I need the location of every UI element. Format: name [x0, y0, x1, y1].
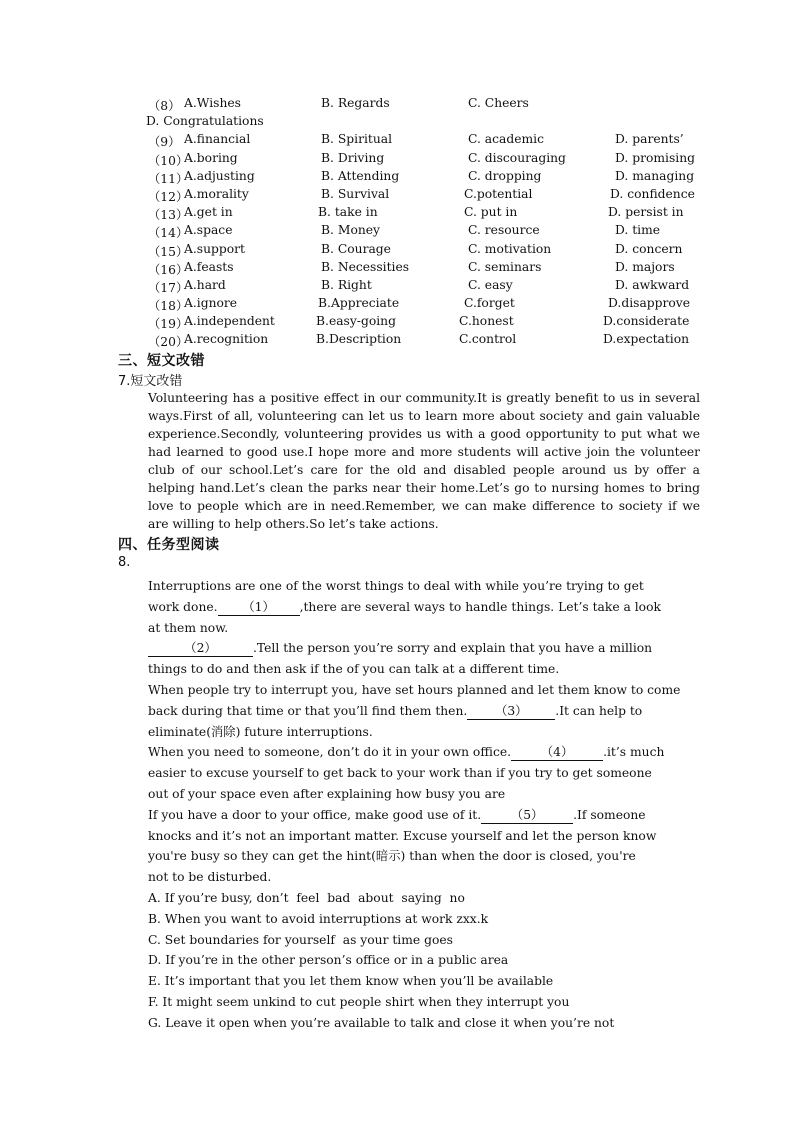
option-row-19 [148, 314, 708, 332]
option-row-12 [148, 187, 708, 205]
option-c: C. Cheers [468, 96, 529, 110]
option-b: B. take in [318, 205, 378, 220]
choice-c: C. Set boundaries for yourself as your time goes [148, 932, 453, 947]
option-b: B. Survival [321, 186, 390, 201]
option-a: A.boring [184, 150, 238, 165]
option-a: A.support [184, 241, 245, 256]
question-number: （17） [148, 280, 189, 295]
choice-d: D. If you’re in the other person’s office or in a public area [148, 953, 509, 968]
question-number: （12） [148, 189, 189, 204]
option-row-17 [148, 278, 708, 296]
option-b: B. Necessities [321, 259, 410, 274]
option-d: D.disapprove [608, 296, 691, 311]
error-correction-passage: Volunteering has a positive effect in our community.It is greatly benefit to us in several ways.First of all, volunteering can let us to learn more about society and gain valuable experience.Secondly, volunteering provides us with a good opportunity to put what we had learned to good use.I hope more and more students will active join the volunteer club of our school.Let’s care for the old and disabled people around us by offer a helping hand.Let’s clean the parks near their home.Let’s go to nursing homes to bring love to people which are in need.Remember, we can make difference to society if we are willing to help others.So let’s take actions. [148, 391, 700, 531]
passage-line: at them now. [148, 620, 229, 635]
option-c: C.potential [464, 186, 533, 201]
option-b: B. Money [321, 223, 380, 238]
option-a: A.feasts [184, 259, 234, 274]
option-b: B.easy-going [316, 314, 396, 329]
option-a: A.recognition [184, 332, 269, 347]
option-c: C. resource [468, 223, 540, 238]
passage-line [148, 805, 700, 826]
choice-f: F. It might seem unkind to cut people shirt when they interrupt you [148, 994, 570, 1009]
task-reading-passage [148, 576, 700, 1034]
option-a: A.get in [184, 205, 233, 220]
option-row-11 [148, 169, 708, 187]
choice-g: G. Leave it open when you’re available to talk and close it when you’re not [148, 1015, 615, 1030]
option-b: B. Courage [321, 241, 391, 256]
choice-e: E. It’s important that you let them know when you’ll be available [148, 974, 554, 989]
question-number: （20） [148, 335, 189, 350]
option-b: B.Description [316, 332, 402, 347]
passage-text: .Tell the person you’re sorry and explain that you have a million [253, 641, 653, 656]
answer-blank-2[interactable]: （2） [148, 640, 253, 657]
passage-text: If you have a door to your office, make good use of it. [148, 807, 482, 822]
option-d: D. time [615, 223, 661, 238]
choice-b: B. When you want to avoid interruptions at work zxx.k [148, 911, 489, 926]
passage-line [148, 742, 700, 763]
option-a: A.ignore [184, 296, 238, 311]
option-c: C. seminars [468, 259, 542, 274]
passage-text: .it’s much [603, 745, 665, 760]
option-c: C. discouraging [468, 150, 566, 165]
option-row-18 [148, 296, 708, 314]
option-b: B. Spiritual [321, 132, 393, 147]
option-c: C.control [459, 332, 517, 347]
passage-line: out of your space even after explaining how busy you are [148, 786, 506, 801]
option-d: D. awkward [615, 277, 690, 292]
option-row-15 [148, 242, 708, 260]
option-c: C. easy [468, 277, 513, 292]
question-number: （10） [148, 153, 189, 168]
option-d: D. concern [615, 241, 683, 256]
option-c: C.honest [459, 314, 514, 329]
passage-line: When people try to interrupt you, have set hours planned and let them know to come [148, 682, 681, 697]
section-heading-task-reading: 四、任务型阅读 [118, 537, 220, 553]
passage-text: back during that time or that you’ll find them then. [148, 703, 468, 718]
question-number: （8） [148, 99, 181, 113]
question-number: （9） [148, 135, 181, 150]
option-b: B.Appreciate [318, 296, 400, 311]
option-d: D. promising [615, 150, 696, 165]
option-c: C. put in [464, 205, 518, 220]
option-c: C. dropping [468, 168, 542, 183]
passage-line: easier to excuse yourself to get back to your work than if you try to get someone [148, 766, 652, 781]
option-c: C. motivation [468, 241, 552, 256]
option-d: D.considerate [603, 314, 690, 329]
option-c: C.forget [464, 296, 515, 311]
option-a: A.adjusting [184, 168, 255, 183]
passage-line: you're busy so they can get the hint(暗示) than when the door is closed, you're [148, 849, 636, 864]
passage-line: eliminate(消除) future interruptions. [148, 724, 373, 739]
option-row-8-wrap [148, 114, 708, 132]
question-label-8: 8. [118, 555, 131, 570]
options-table [148, 96, 708, 351]
question-number: （13） [148, 208, 189, 223]
option-d: D. managing [615, 168, 695, 183]
option-d: D. parents’ [615, 132, 684, 147]
option-d: D. persist in [608, 205, 684, 220]
option-b: B. Attending [321, 168, 400, 183]
option-d: D. majors [615, 259, 675, 274]
passage-line: knocks and it’s not an important matter. Excuse yourself and let the person know [148, 828, 657, 843]
passage-line: not to be disturbed. [148, 870, 272, 885]
option-row-14 [148, 223, 708, 241]
option-d: D.expectation [603, 332, 690, 347]
option-row-8 [148, 96, 708, 114]
passage-line [148, 597, 700, 618]
choice-a: A. If you’re busy, don’t feel bad about saying no [148, 890, 465, 905]
option-a: A.Wishes [184, 96, 241, 110]
passage-line [148, 638, 700, 659]
option-row-13 [148, 205, 708, 223]
passage-text: .It can help to [555, 703, 643, 718]
answer-blank-4[interactable]: （4） [511, 744, 603, 761]
passage-text: When you need to someone, don’t do it in your own office. [148, 745, 512, 760]
option-a: A.independent [184, 314, 275, 329]
option-b: B. Regards [321, 96, 390, 110]
option-d: D. confidence [610, 186, 695, 201]
option-row-20 [148, 332, 708, 350]
option-d: D. Congratulations [146, 114, 264, 129]
passage-line: Interruptions are one of the worst things to deal with while you’re trying to get [148, 579, 644, 593]
question-number: （18） [148, 299, 189, 314]
passage-line [148, 701, 700, 722]
passage-text: work done. [148, 599, 218, 614]
question-label-7: 7.短文改错 [118, 374, 183, 389]
passage-text: ,there are several ways to handle things. Let’s take a look [299, 599, 661, 614]
passage-text: .If someone [573, 807, 646, 822]
option-a: A.space [184, 223, 233, 238]
section-heading-error-correction: 三、短文改错 [118, 353, 205, 369]
question-number: （14） [148, 226, 189, 241]
question-number: （19） [148, 317, 189, 332]
question-number: （11） [148, 171, 189, 186]
option-b: B. Right [321, 277, 372, 292]
option-a: A.hard [184, 277, 226, 292]
option-row-16 [148, 260, 708, 278]
option-a: A.financial [184, 132, 251, 147]
option-a: A.morality [184, 186, 249, 201]
answer-blank-3[interactable]: （3） [467, 703, 555, 720]
answer-blank-5[interactable]: （5） [481, 807, 573, 824]
option-row-10 [148, 151, 708, 169]
question-number: （15） [148, 244, 189, 259]
option-b: B. Driving [321, 150, 385, 165]
passage-line: things to do and then ask if the of you can talk at a different time. [148, 662, 560, 677]
answer-blank-1[interactable]: （1） [218, 599, 300, 616]
option-c: C. academic [468, 132, 544, 147]
option-row-9 [148, 132, 708, 150]
question-number: （16） [148, 262, 189, 277]
